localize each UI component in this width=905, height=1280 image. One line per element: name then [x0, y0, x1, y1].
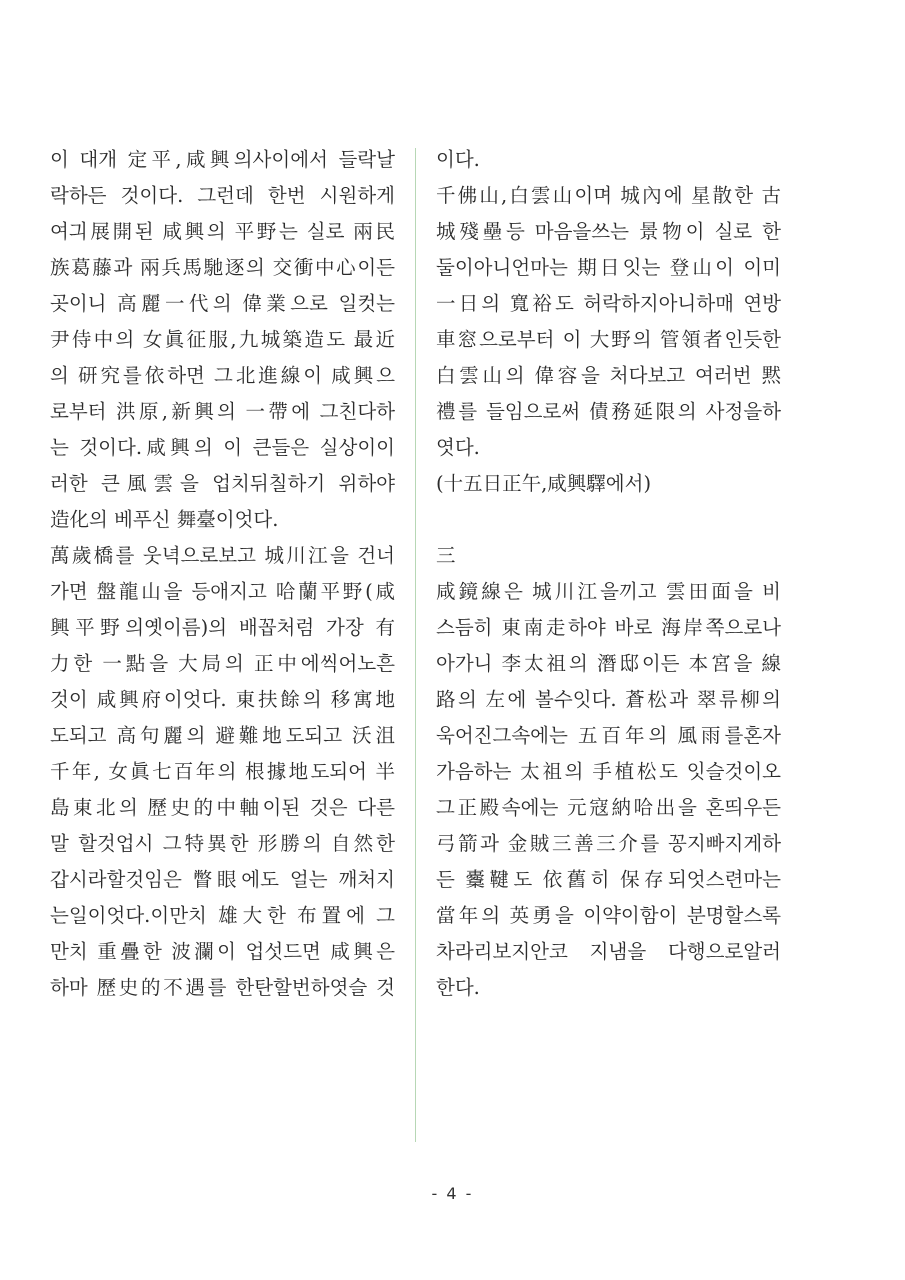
text-line: 스듬히 東南走하야 바로 海岸쪽으로나 — [436, 616, 781, 639]
text-line: 가면 盤龍山을 등애지고 哈蘭平野(咸 — [50, 580, 395, 603]
column-divider — [415, 148, 416, 1142]
text-line: 千佛山,白雲山이며 城內에 星散한 古 — [436, 184, 781, 207]
text-line: 하마 歷史的不遇를 한탄할번하엿슬 것 — [50, 976, 395, 999]
text-line: 한다. — [436, 976, 480, 999]
text-line: 禮를 들임으로써 債務延限의 사정을하 — [436, 400, 781, 423]
text-line: 엿다. — [436, 436, 480, 459]
right-column — [436, 142, 781, 1006]
text-line: 만치 重疊한 波瀾이 업섯드면 咸興은 — [50, 940, 395, 963]
left-paragraph-2 — [50, 538, 395, 1006]
text-line: 여긔展開된 咸興의 平野는 실로 兩民 — [50, 220, 395, 243]
text-line: 든 櫜鞬도 依舊히 保存되엇스련마는 — [436, 868, 781, 891]
text-line: 萬歲橋를 웃녁으로보고 城川江을 건너 — [50, 544, 395, 567]
text-line: 이다. — [436, 148, 480, 171]
text-line: 咸鏡線은 城川江을끼고 雲田面을 비 — [436, 580, 781, 603]
dateline: (十五日正午,咸興驛에서) — [436, 472, 652, 495]
text-line: 力한 一點을 大局의 正中에씩어노흔 — [50, 652, 395, 675]
text-line: 車窓으로부터 이 大野의 管領者인듯한 — [436, 328, 781, 351]
right-paragraph-1 — [436, 142, 781, 178]
text-line: 것이 咸興府이엇다. 東扶餘의 移寓地 — [50, 688, 395, 711]
text-line: 도되고 高句麗의 避難地도되고 沃沮 — [50, 724, 395, 747]
text-line: 이 대개 定平,咸興의사이에서 들락날 — [50, 148, 395, 171]
right-paragraph-3 — [436, 574, 781, 1006]
text-line: 弓箭과 金賊三善三介를 꽁지빠지게하 — [436, 832, 781, 855]
blank-line — [436, 502, 781, 538]
text-line: 一日의 寬裕도 허락하지아니하매 연방 — [436, 292, 781, 315]
text-line: 아가니 李太祖의 潛邸이든 本宮을 線 — [436, 652, 781, 675]
text-line: 白雲山의 偉容을 처다보고 여러번 黙 — [436, 364, 781, 387]
right-paragraph-2 — [436, 178, 781, 466]
section-heading: 三 — [436, 544, 456, 567]
text-line: 千年, 女眞七百年의 根據地도되어 半 — [50, 760, 395, 783]
text-line: 當年의 英勇을 이약이함이 분명할스록 — [436, 904, 781, 927]
text-line: 그正殿속에는 元寇納哈出을 혼띄우든 — [436, 796, 781, 819]
page-number: - 4 - — [431, 1184, 474, 1203]
text-line: 는일이엇다.이만치 雄大한 布置에 그 — [50, 904, 395, 927]
text-line: 락하든 것이다. 그런데 한번 시원하게 — [50, 184, 395, 207]
text-line: 로부터 洪原,新興의 一帶에 그친다하 — [50, 400, 395, 423]
text-line: 차라리보지안코 지냄을 다행으로알러 — [436, 940, 781, 963]
text-line: 興平野의옛이름)의 배꼽처럼 가장 有 — [50, 616, 395, 639]
text-line: 말 할것업시 그特異한 形勝의 自然한 — [50, 832, 395, 855]
text-line: 둘이아니언마는 期日잇는 登山이 이미 — [436, 256, 781, 279]
text-line: 島東北의 歷史的中軸이된 것은 다른 — [50, 796, 395, 819]
text-line: 는 것이다.咸興의 이 큰들은 실상이이 — [50, 436, 395, 459]
text-line: 城殘壘등 마음을쓰는 景物이 실로 한 — [436, 220, 781, 243]
text-line: 욱어진그속에는 五百年의 風雨를혼자 — [436, 724, 781, 747]
text-line: 尹侍中의 女眞征服,九城築造도 最近 — [50, 328, 395, 351]
left-paragraph-1 — [50, 142, 395, 538]
text-line: 가음하는 太祖의 手植松도 잇슬것이오 — [436, 760, 781, 783]
text-line: 곳이니 高麗一代의 偉業으로 일컷는 — [50, 292, 395, 315]
text-line: 러한 큰風雲을 업치뒤칠하기 위하야 — [50, 472, 395, 495]
text-line: 의 研究를依하면 그北進線이 咸興으 — [50, 364, 395, 387]
left-column — [50, 142, 395, 1006]
text-line: 갑시라할것임은 瞥眼에도 얼는 깨처지 — [50, 868, 395, 891]
text-line: 造化의 베푸신 舞臺이엇다. — [50, 508, 279, 531]
text-line: 路의 左에 볼수잇다. 蒼松과 翠류柳의 — [436, 688, 781, 711]
text-line: 族葛藤과 兩兵馬馳逐의 交衝中心이든 — [50, 256, 395, 279]
